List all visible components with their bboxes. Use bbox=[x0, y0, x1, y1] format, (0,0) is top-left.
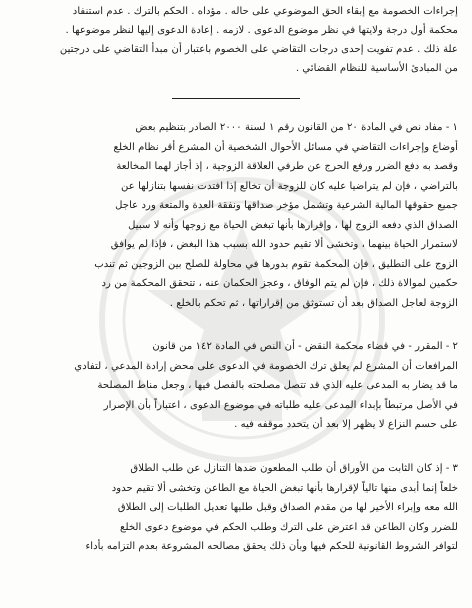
text-line: ما قد يضار به المدعى عليه الذي قد تتصل مصلحته بالفصل فيها ، وجعل مناط المصلحة bbox=[97, 380, 458, 391]
text-line: من المبادئ الأساسية للنظام القضائي . bbox=[295, 63, 458, 74]
section-divider bbox=[172, 98, 300, 99]
text-line: ٣ - إذ كان الثابت من الأوراق أن طلب المطعون ضدها التنازل عن طلب الطلاق bbox=[130, 463, 458, 474]
text-line: الصداق الذي دفعه الزوج لها ، وإقرارها بأنها تبغض الحياة مع زوجها وأنه لا سبيل bbox=[128, 219, 458, 231]
text-line: المرافعات أن المشرع لم يعلق ترك الخصومة في الدعوى على محض إرادة المدعي ، لتفادي bbox=[74, 360, 458, 372]
text-line: لتوافر الشروط القانونية للحكم فيها وبأن ذلك يحقق مصالحه المشروعة بعدم التزامه بأداء bbox=[85, 541, 458, 552]
text-line: الله معه وإبراء الأخير لها من مقدم الصداق وقبل طلبها تعديل الطلبات إلى الطلاق bbox=[117, 502, 458, 513]
text-line: ١ - مفاد نص في المادة ٢٠ من القانون رقم ١ لسنة ٢٠٠٠ الصادر بتنظيم بعض bbox=[135, 122, 458, 133]
text-line: في الأصل مرتبطاً بإبداء المدعى عليه طلباته في موضوع الدعوى ، اعتباراً بأن الإصرار bbox=[103, 399, 458, 411]
text-line: محكمة أول درجة ولايتها في نظر موضوع الدعوى . لازمه . إعادة الدعوى إليها لنظر موضوعها . bbox=[65, 25, 458, 36]
paragraph-1 bbox=[16, 118, 458, 313]
text-line: على حسم النزاع لا يظهر إلا بعد أن يتحدد موقفه فيه . bbox=[234, 419, 458, 430]
text-line: أوضاع وإجراءات التقاضي في مسائل الأحوال الشخصية أن المشرع أقر نظام الخلع bbox=[113, 141, 458, 153]
text-line: إجراءات الخصومة مع إبقاء الحق الموضوعي على حاله . مؤداه . الحكم بالترك . عدم استنفاد bbox=[72, 6, 458, 17]
text-line: ٢ - المقرر - في قضاء محكمة النقض - أن النص في المادة ١٤٢ من قانون bbox=[152, 341, 458, 352]
text-line: للضرر وكان الطاعن قد اعترض على الترك وطلب الحكم في موضوع دعوى الخلع bbox=[120, 521, 458, 533]
text-line: الزوجة لعاجل الصداق بعد أن تستوثق من إقراراتها ، ثم تحكم بالخلع . bbox=[169, 297, 458, 309]
text-line: الزوج على التطليق ، فإن المحكمة تقوم بدورها في محاولة للصلح بين الزوجين ثم تندب bbox=[94, 258, 458, 270]
text-line: خلعاً إنما أبدى منها تالياً لإقرارها بأنها تبغض الحياة مع الطاعن وتخشى ألا تقيم حدود bbox=[111, 482, 458, 494]
paragraph-2 bbox=[16, 337, 458, 435]
text-line: حكمين لموالاة ذلك ، فإن لم يتم الوفاق ، وعجز الحكمان عنه ، تتحقق المحكمة من رد bbox=[101, 278, 458, 289]
text-line: علة ذلك . عدم تفويت إحدى درجات التقاضي على الخصوم باعتبار أن مبدأ التقاضي على درجتين bbox=[59, 44, 458, 55]
text-line: لاستمرار الحياة بينهما ، وتخشى ألا تقيم حدود الله بسبب هذا البغض ، فإذا لم يوافق bbox=[110, 239, 458, 250]
text-line: جميع حقوقها المالية الشرعية وتشمل مؤخر صداقها ونفقة العدة والمتعة ورد عاجل bbox=[115, 200, 458, 211]
text-line: بالتراضي ، فإن لم يتراضيا عليه كان للزوجة أن تخالع إذا افتدت نفسها بتنازلها عن bbox=[121, 180, 458, 192]
text-line: وقصد به دفع الضرر ورفع الحرج عن طرفي العلاقة الزوجية ، إذ أجاز لهما المخالعة bbox=[116, 161, 458, 172]
top-fragment bbox=[16, 2, 458, 78]
paragraph-3 bbox=[16, 459, 458, 557]
